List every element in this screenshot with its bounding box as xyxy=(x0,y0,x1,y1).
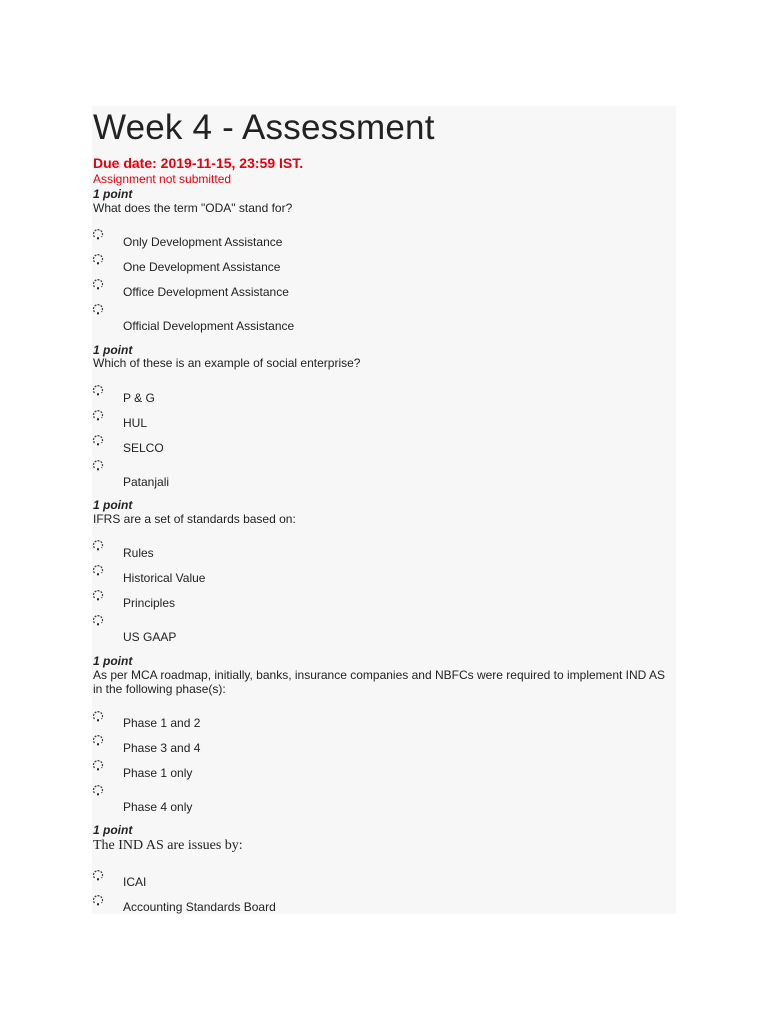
option-label: P & G xyxy=(123,391,155,405)
option-label: US GAAP xyxy=(123,630,177,644)
radio-button[interactable] xyxy=(92,614,104,626)
radio-button[interactable] xyxy=(92,869,104,881)
radio-button[interactable] xyxy=(92,228,104,240)
question-5-points: 1 point xyxy=(93,823,133,837)
option-label: Phase 1 and 2 xyxy=(123,716,201,730)
option-label: Patanjali xyxy=(123,475,170,489)
option-label: Phase 3 and 4 xyxy=(123,741,201,755)
assessment-page xyxy=(92,106,676,914)
radio-button[interactable] xyxy=(92,894,104,906)
question-2-points: 1 point xyxy=(93,343,133,357)
due-date: Due date: 2019-11-15, 23:59 IST. xyxy=(93,155,304,171)
question-2-text: Which of these is an example of social enterprise? xyxy=(93,356,361,370)
option-label: Rules xyxy=(123,546,154,560)
radio-button[interactable] xyxy=(92,759,104,771)
option-label: Office Development Assistance xyxy=(123,285,289,299)
radio-button[interactable] xyxy=(92,539,104,551)
radio-button[interactable] xyxy=(92,564,104,576)
option-label: Phase 1 only xyxy=(123,766,193,780)
question-3-points: 1 point xyxy=(93,498,133,512)
question-1-text: What does the term "ODA" stand for? xyxy=(93,201,293,215)
radio-button[interactable] xyxy=(92,784,104,796)
radio-button[interactable] xyxy=(92,409,104,421)
radio-button[interactable] xyxy=(92,459,104,471)
option-label: Only Development Assistance xyxy=(123,235,283,249)
radio-button[interactable] xyxy=(92,434,104,446)
option-label: Phase 4 only xyxy=(123,800,193,814)
radio-button[interactable] xyxy=(92,303,104,315)
option-label: Historical Value xyxy=(123,571,206,585)
question-4-text: As per MCA roadmap, initially, banks, insurance companies and NBFCs were required to implement IND AS in the following phase(s): xyxy=(93,668,666,696)
option-label: One Development Assistance xyxy=(123,260,281,274)
radio-button[interactable] xyxy=(92,589,104,601)
question-1-points: 1 point xyxy=(93,187,133,201)
radio-button[interactable] xyxy=(92,710,104,722)
page-title: Week 4 - Assessment xyxy=(93,108,435,147)
option-label: ICAI xyxy=(123,875,147,889)
option-label: HUL xyxy=(123,416,148,430)
option-label: Principles xyxy=(123,596,176,610)
submission-status: Assignment not submitted xyxy=(93,172,232,186)
radio-button[interactable] xyxy=(92,384,104,396)
radio-button[interactable] xyxy=(92,253,104,265)
radio-button[interactable] xyxy=(92,278,104,290)
question-3-text: IFRS are a set of standards based on: xyxy=(93,512,296,526)
option-label: Official Development Assistance xyxy=(123,319,295,333)
radio-button[interactable] xyxy=(92,734,104,746)
question-5-text: The IND AS are issues by: xyxy=(93,838,243,853)
option-label: Accounting Standards Board xyxy=(123,900,276,914)
option-label: SELCO xyxy=(123,441,164,455)
question-4-points: 1 point xyxy=(93,654,133,668)
